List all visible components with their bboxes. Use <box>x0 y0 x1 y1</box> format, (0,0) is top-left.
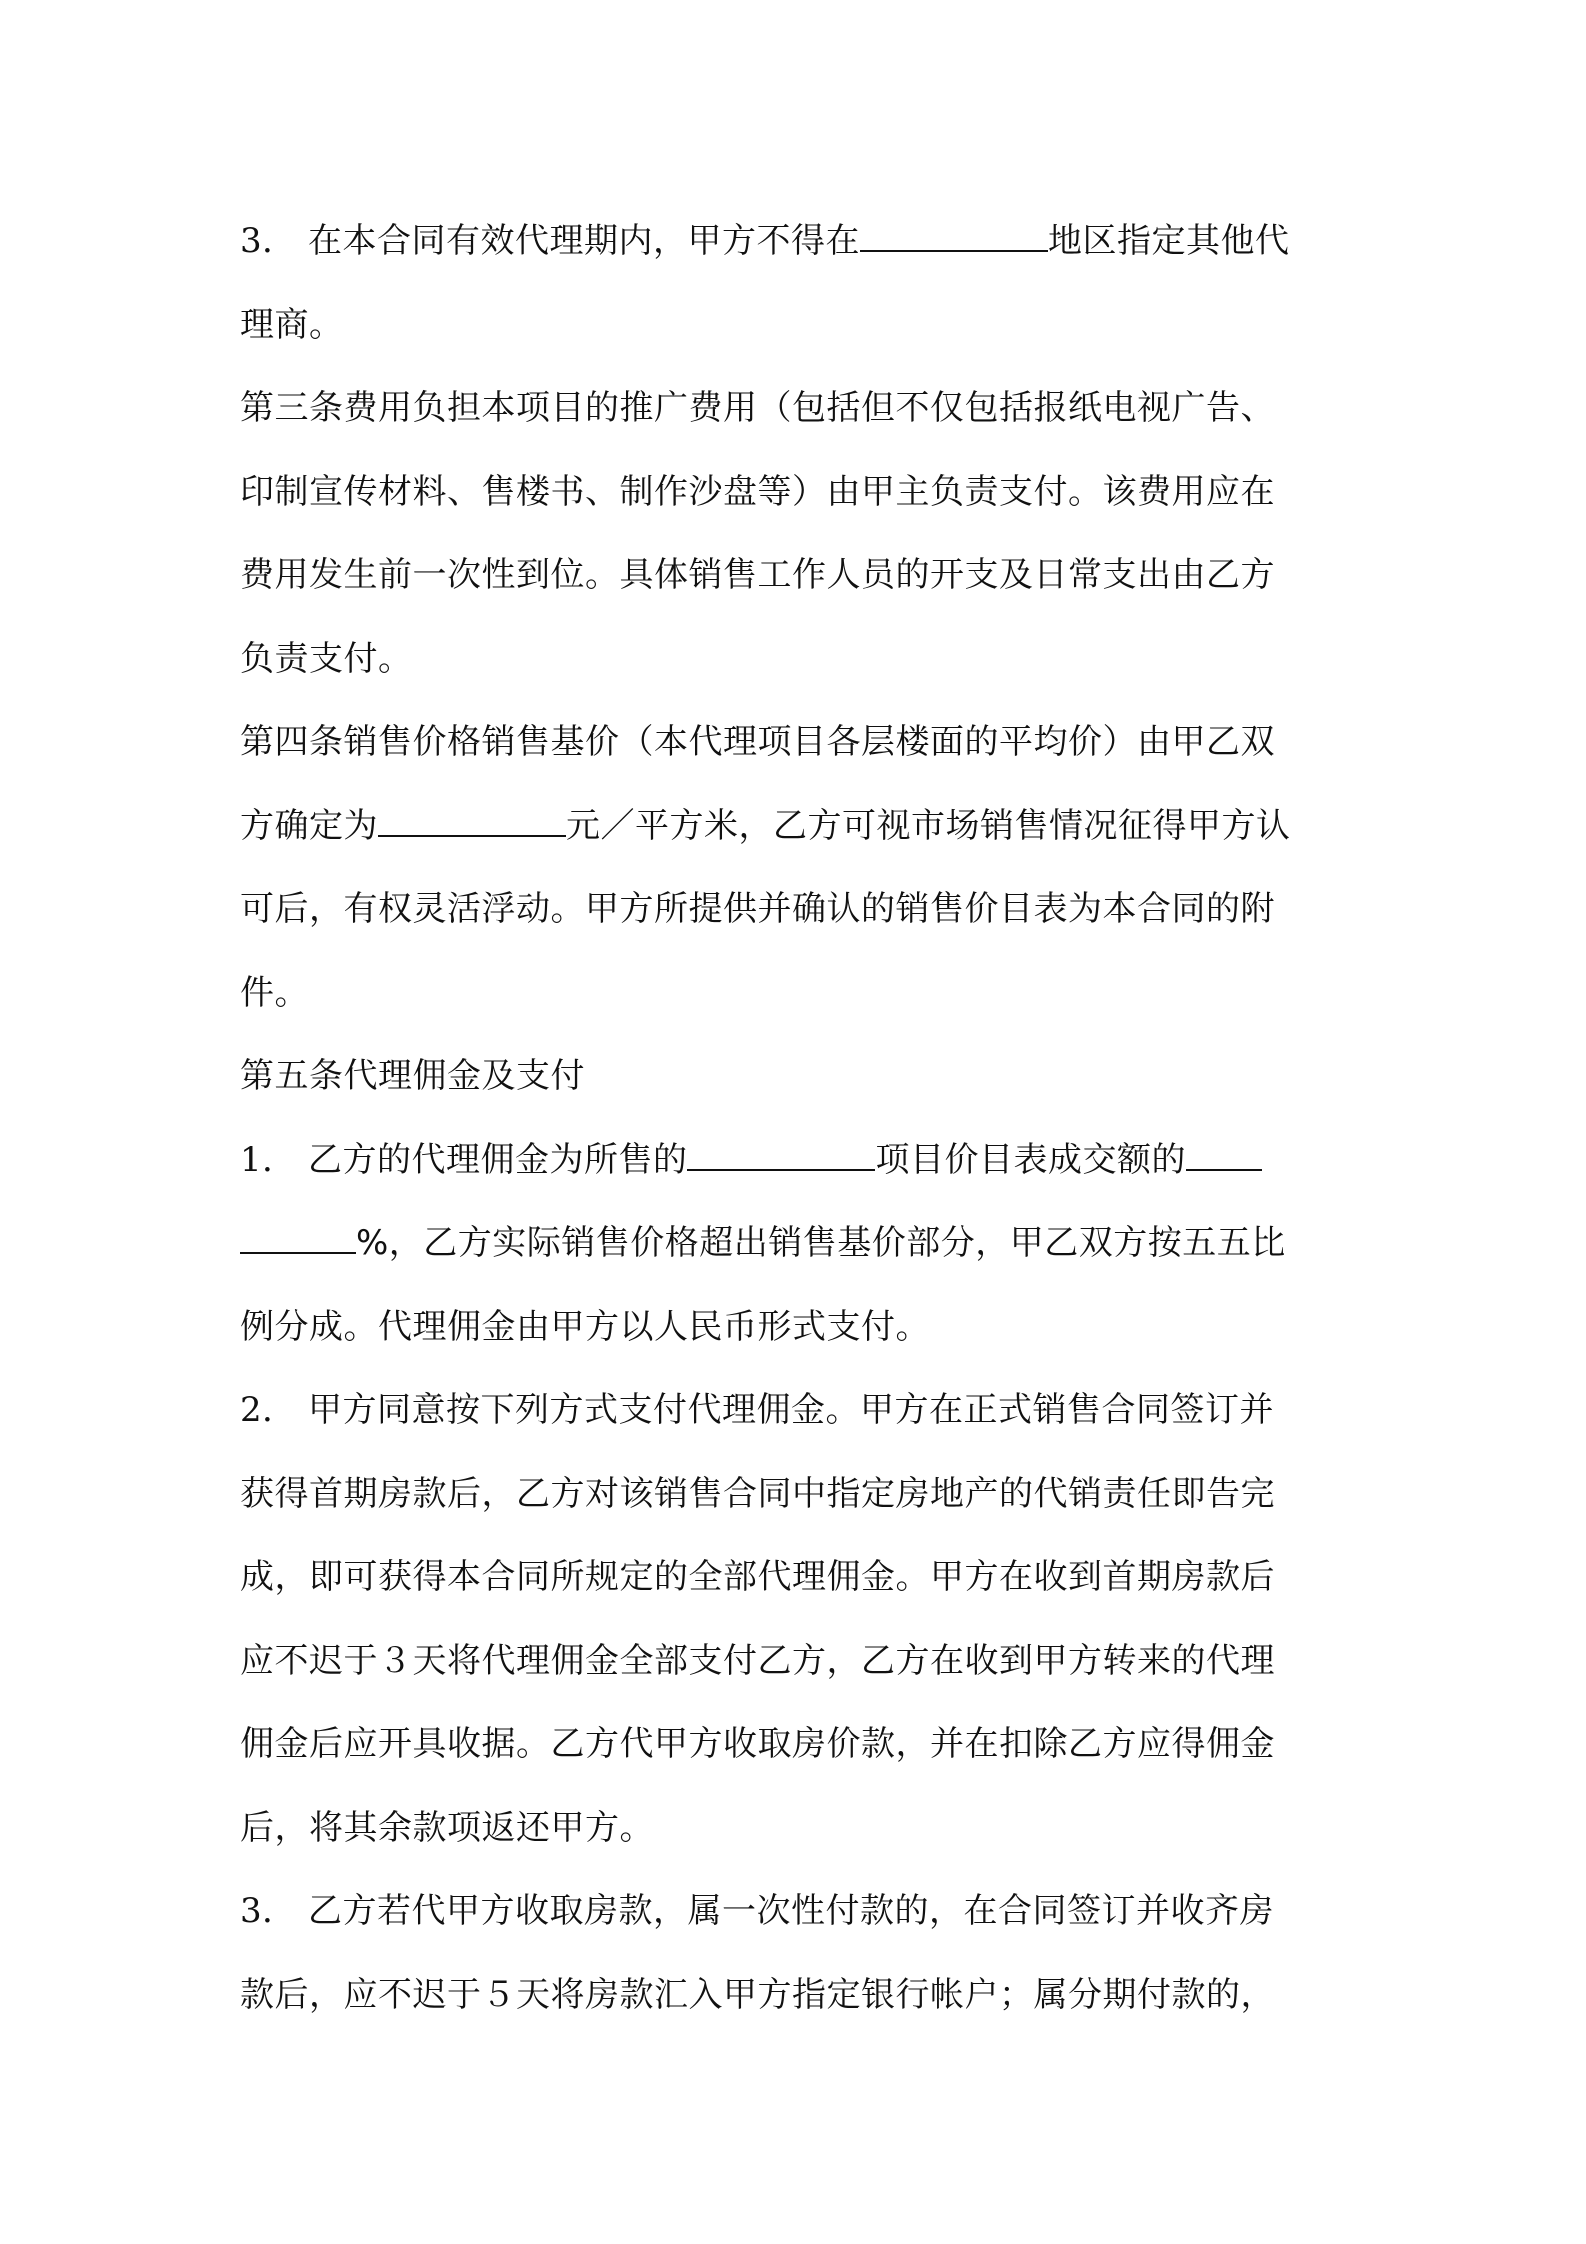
text-segment: 地区指定其他代 <box>1047 221 1290 261</box>
text-segment: 甲方同意按下列方式支付代理佣金。甲方在正式销售合同签订并 <box>307 1390 1274 1430</box>
fill-in-blank <box>860 216 1048 252</box>
fill-in-blank <box>1186 1135 1262 1171</box>
text-segment: 印制宣传材料、售楼书、制作沙盘等）由甲主负责支付。该费用应在 <box>240 471 1275 512</box>
text-line <box>240 1620 1350 1704</box>
text-segment: 元／平方米，乙方可视市场销售情况征得甲方认 <box>566 805 1291 846</box>
text-segment: 负责支付。 <box>240 638 413 679</box>
article-heading: 第五条代理佣金及支付 <box>240 1056 585 1096</box>
text-line <box>240 534 1350 618</box>
text-segment: 理商。 <box>240 304 344 345</box>
clause-number: 1． <box>240 1139 297 1180</box>
fill-in-blank <box>378 801 566 837</box>
text-segment: 乙方若代甲方收取房款，属一次性付款的，在合同签订并收齐房 <box>307 1891 1274 1931</box>
text-segment: 项目价目表成交额的 <box>875 1139 1186 1180</box>
text-line <box>240 1787 1350 1871</box>
text-segment: 例分成。代理佣金由甲方以人民币形式支付。 <box>240 1306 930 1347</box>
text-line <box>240 701 1350 785</box>
text-segment: 在本合同有效代理期内，甲方不得在 <box>307 221 860 261</box>
article-heading: 第三条费用负担本项目的推广费用（包括但不仅包括报纸电视广告、 <box>240 388 1275 428</box>
text-line <box>240 1369 1350 1453</box>
text-line <box>240 367 1350 451</box>
text-segment: 应不迟于３天将代理佣金全部支付乙方，乙方在收到甲方转来的代理 <box>240 1640 1275 1681</box>
text-segment: 后，将其余款项返还甲方。 <box>240 1807 654 1848</box>
fill-in-blank <box>687 1135 875 1171</box>
text-segment: 方确定为 <box>240 805 378 846</box>
clause-number: 3． <box>240 1891 297 1931</box>
text-line <box>240 451 1350 535</box>
text-line <box>240 284 1350 368</box>
text-segment: 件。 <box>240 972 309 1013</box>
clause-number: 3． <box>240 221 297 261</box>
clause-number: 2． <box>240 1390 297 1430</box>
text-line <box>240 618 1350 702</box>
document-body <box>240 200 1350 2037</box>
text-line <box>240 1870 1350 1954</box>
text-segment: 佣金后应开具收据。乙方代甲方收取房价款，并在扣除乙方应得佣金 <box>240 1724 1275 1764</box>
text-line <box>240 1954 1350 2038</box>
text-line <box>240 200 1350 284</box>
text-line <box>240 868 1350 952</box>
text-line <box>240 1453 1350 1537</box>
text-line <box>240 1035 1350 1119</box>
article-heading: 第四条销售价格销售基价（本代理项目各层楼面的平均价）由甲乙双 <box>240 722 1275 762</box>
text-segment: 成，即可获得本合同所规定的全部代理佣金。甲方在收到首期房款后 <box>240 1557 1275 1597</box>
text-line <box>240 1703 1350 1787</box>
text-segment: 乙方的代理佣金为所售的 <box>307 1139 688 1180</box>
text-line <box>240 952 1350 1036</box>
text-segment: %，乙方实际销售价格超出销售基价部分，甲乙双方按五五比 <box>356 1223 1286 1263</box>
text-line <box>240 785 1350 869</box>
text-line <box>240 1536 1350 1620</box>
text-segment: 款后，应不迟于５天将房款汇入甲方指定银行帐户；属分期付款的， <box>240 1974 1275 2015</box>
text-line <box>240 1202 1350 1286</box>
fill-in-blank <box>240 1218 356 1254</box>
text-segment: 可后，有权灵活浮动。甲方所提供并确认的销售价目表为本合同的附 <box>240 889 1275 929</box>
text-line <box>240 1119 1350 1203</box>
text-line <box>240 1286 1350 1370</box>
text-segment: 费用发生前一次性到位。具体销售工作人员的开支及日常支出由乙方 <box>240 555 1275 595</box>
text-segment: 获得首期房款后，乙方对该销售合同中指定房地产的代销责任即告完 <box>240 1473 1275 1514</box>
